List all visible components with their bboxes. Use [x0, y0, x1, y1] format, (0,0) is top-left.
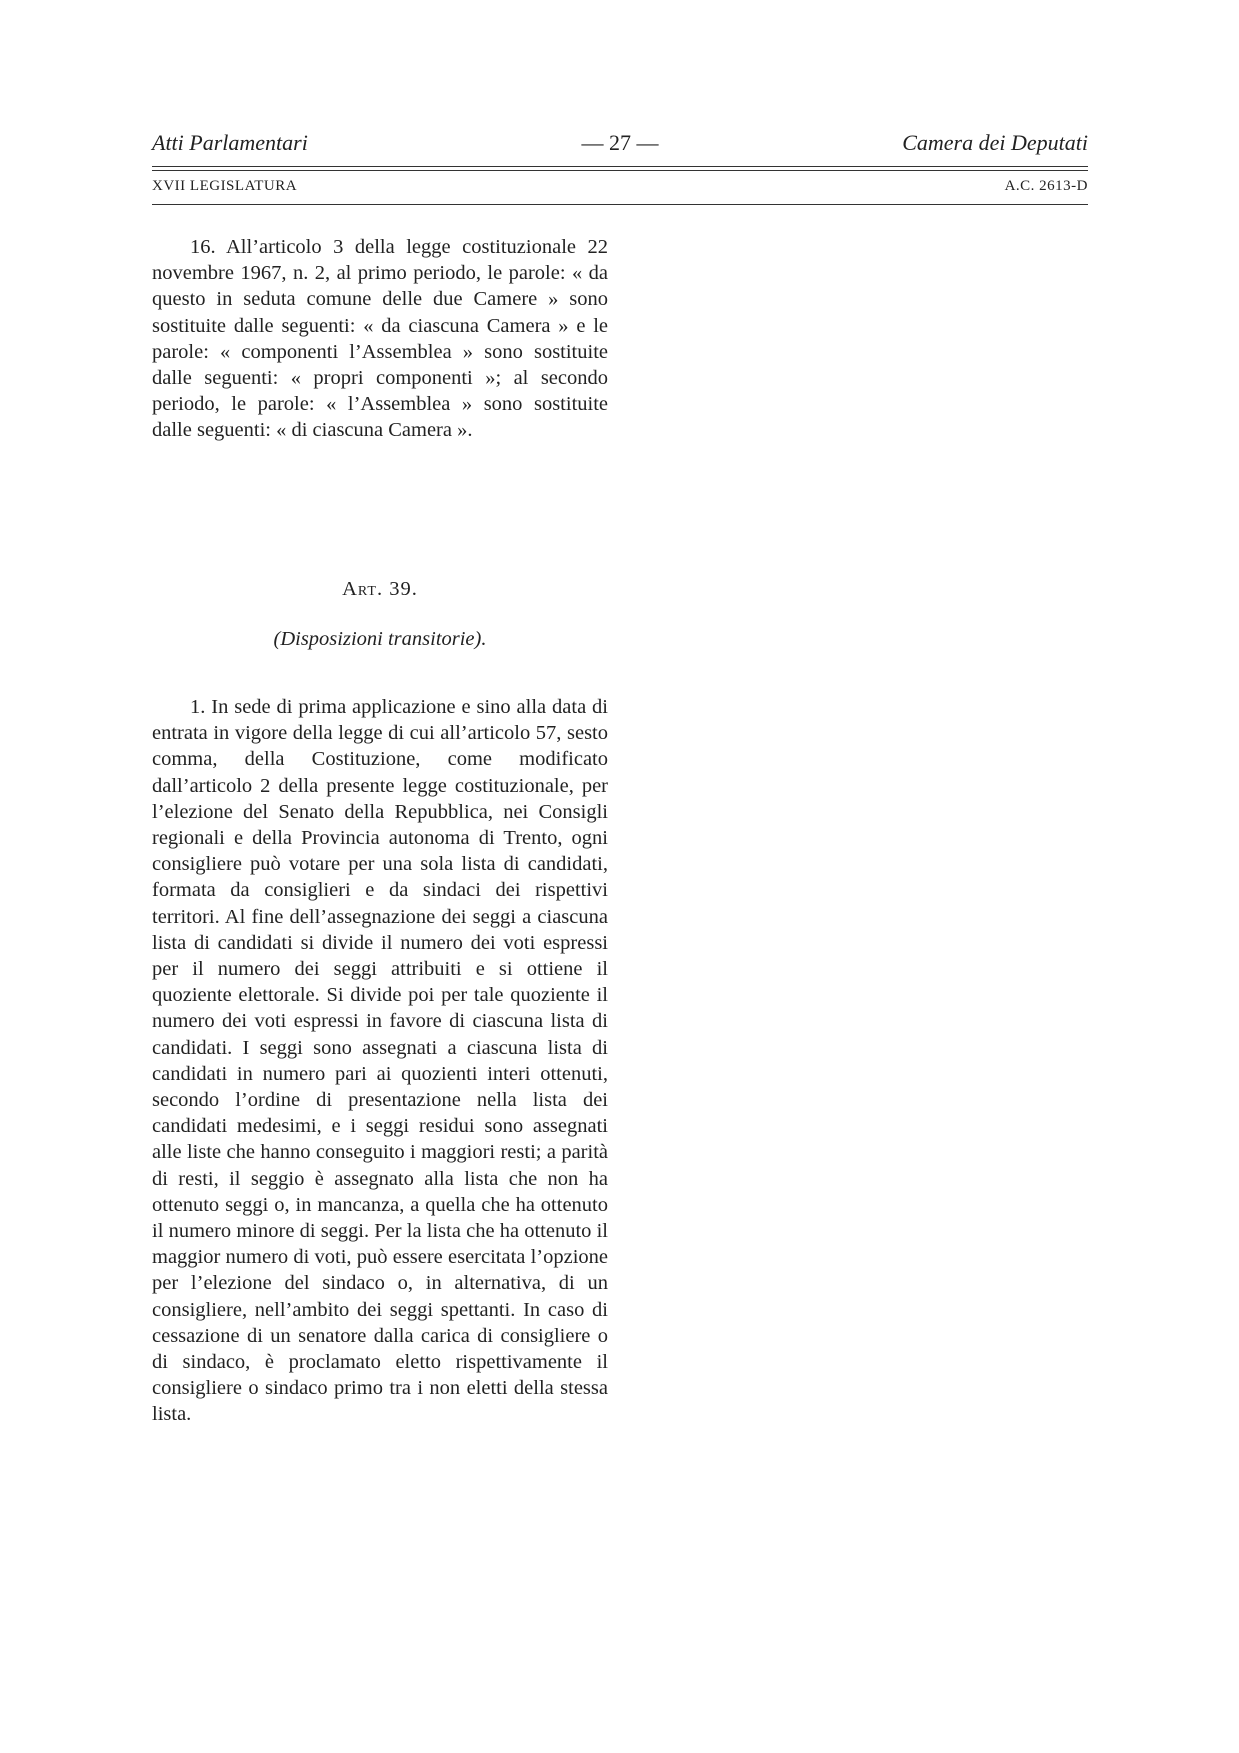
- publication-title: Atti Parlamentari: [152, 130, 308, 155]
- legislature-label: XVII LEGISLATURA: [152, 178, 298, 194]
- article-title: Art. 39.: [342, 578, 418, 600]
- chamber-name: Camera dei Deputati: [902, 130, 1088, 155]
- document-code: A.C. 2613-D: [1004, 178, 1088, 194]
- page-number: — 27 —: [581, 130, 659, 155]
- paragraph-1-text: 1. In sede di prima applicazione e sino alla data di entrata in vigore della legge di cui all’articolo 57, sesto comma, della Costituzione, come modificato dall’articolo 2 della presente legge costituzionale, per l’elezione del Senato della Repubblica, nei Consigli regionali e della Provincia autonoma di Trento, ogni consigliere può votare per una sola lista di candidati, formata da consiglieri e da sindaci dei rispettivi territori. Al fine dell’assegnazione dei seggi a ciascuna lista di candidati si divide il numero dei voti espressi per il numero dei seggi attribuiti e si ottiene il quoziente elettorale. Si divide poi per tale quoziente il numero dei voti espressi in favore di ciascuna lista di candidati. I seggi sono assegnati a ciascuna lista di candidati in numero pari ai quozienti interi ottenuti, secondo l’ordine di presentazione nella lista dei candidati medesimi, e i seggi residui sono assegnati alle liste che hanno conseguito i maggiori resti; a parità di resti, il seggio è assegnato alla lista che non ha ottenuto seggi o, in mancanza, a quella che ha ottenuto il numero minore di seggi. Per la lista che ha ottenuto il maggior numero di voti, può essere esercitata l’opzione per l’elezione del sindaco o, in alternativa, di un consigliere, nell’ambito dei seggi spettanti. In caso di cessazione di un senatore dalla carica di consigliere o di sindaco, è proclamato eletto rispettivamente il consigliere o sindaco primo tra i non eletti della stessa lista.: [152, 696, 608, 1426]
- header-single-rule: [152, 204, 1088, 205]
- header-double-rule: [152, 166, 1088, 171]
- page-subheader: [152, 178, 1088, 200]
- paragraph-16-text: 16. All’articolo 3 della legge costituzionale 22 novembre 1967, n. 2, al primo periodo, le parole: « da questo in seduta comune delle due Camere » sono sostituite dalle seguenti: « da ciascuna Camera » e le parole: « componenti l’Assemblea » sono sostituite dalle seguenti: « propri componenti »; al secondo periodo, le parole: « l’Assemblea » sono sostituite dalle seguenti: « di ciascuna Camera ».: [152, 236, 608, 442]
- page-header: [152, 130, 1088, 164]
- article-subtitle: (Disposizioni transitorie).: [273, 628, 487, 650]
- paragraph-1: [152, 694, 608, 1428]
- paragraph-16: [152, 234, 608, 444]
